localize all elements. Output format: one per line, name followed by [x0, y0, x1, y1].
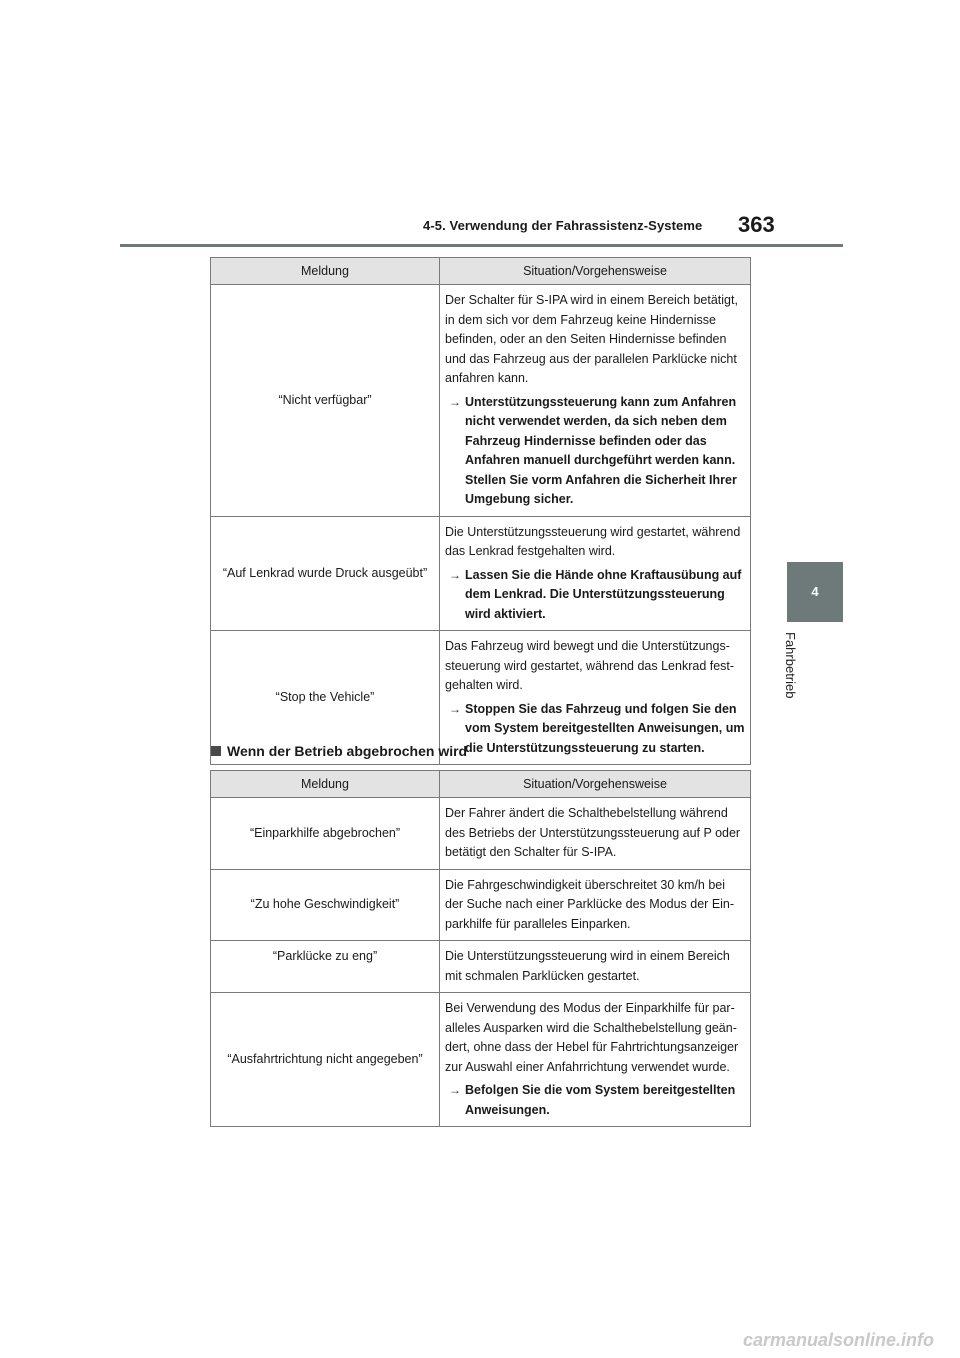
situation-cell [440, 941, 751, 993]
action-text: Befolgen Sie die vom System bereitgestellten Anweisungen. [465, 1083, 736, 1117]
column-header-message: Meldung [211, 258, 440, 285]
messages-table [210, 257, 751, 765]
message-cell: “Einparkhilfe abgebrochen” [211, 798, 440, 870]
page-number: 363 [738, 212, 775, 237]
situation-text: Der Fahrer ändert die Schalthebelstellung während des Betriebs der Unterstützungssteuerung auf P oder betätigt den Schalter für S-IPA. [445, 806, 741, 859]
situation-cell [440, 798, 751, 870]
situation-text: Die Unterstützungssteuerung wird gestartet, während das Lenkrad festgehalten wird. [445, 524, 741, 558]
action-instruction [445, 393, 745, 510]
situation-cell [440, 516, 751, 631]
chapter-tab: 4 [787, 562, 843, 622]
situation-text: Das Fahrzeug wird bewegt und die Unterstützungs-steuerung wird gestartet, während das Lenkrad fest-gehalten wird. [445, 639, 735, 692]
table-row [211, 516, 751, 631]
situation-cell [440, 285, 751, 517]
column-header-situation: Situation/Vorgehensweise [440, 771, 751, 798]
action-text: Lassen Sie die Hände ohne Kraftausübung auf dem Lenkrad. Die Unterstützungssteuerung wird aktiviert. [465, 567, 742, 621]
arrow-right-icon: → [449, 701, 461, 716]
action-instruction [445, 566, 745, 625]
situation-cell [440, 869, 751, 941]
action-text: Stoppen Sie das Fahrzeug und folgen Sie den vom System bereitgestellten Anweisungen, um die Unterstützungssteuerung zu starten. [465, 701, 745, 755]
column-header-message: Meldung [211, 771, 440, 798]
situation-text: Die Fahrgeschwindigkeit überschreitet 30 km/h bei der Suche nach einer Parklücke des Modus der Ein-parkhilfe für paralleles Einparken. [445, 877, 735, 931]
column-header-situation: Situation/Vorgehensweise [440, 258, 751, 285]
situation-text: Bei Verwendung des Modus der Einparkhilfe für par-alleles Ausparken wird die Schalthebelstellung geän-dert, ohne dass der Hebel für Fahrtrichtungsanzeiger zur Auswahl einer Anfahrrichtung verwendet wurde. [445, 1001, 739, 1074]
message-cell: “Auf Lenkrad wurde Druck ausgeübt” [211, 516, 440, 631]
table-row [211, 941, 751, 993]
message-cell: “Stop the Vehicle” [211, 631, 440, 765]
table-header-row [211, 771, 751, 798]
action-instruction [445, 700, 745, 759]
cancel-messages-table [210, 770, 751, 1127]
message-cell: “Zu hohe Geschwindigkeit” [211, 869, 440, 941]
situation-cell [440, 993, 751, 1127]
message-cell: “Nicht verfügbar” [211, 285, 440, 517]
watermark: carmanualsonline.info [743, 1330, 935, 1350]
table-row [211, 285, 751, 517]
square-bullet-icon [211, 746, 221, 756]
section-heading-text: Wenn der Betrieb abgebrochen wird [227, 743, 468, 759]
chapter-label: Fahrbetrieb [783, 632, 798, 699]
situation-text: Der Schalter für S-IPA wird in einem Bereich betätigt, in dem sich vor dem Fahrzeug keine Hindernisse befinden, oder an den Seiten Hindernisse befinden und das Fahrzeug aus der parallelen Parklücke nicht anfahren kann. [445, 293, 738, 385]
arrow-right-icon: → [449, 394, 461, 409]
table-row [211, 869, 751, 941]
situation-cell [440, 631, 751, 765]
arrow-right-icon: → [449, 1083, 461, 1097]
header-divider [120, 244, 843, 247]
table-row [211, 798, 751, 870]
message-cell: “Parklücke zu eng” [211, 941, 440, 993]
action-instruction [445, 1081, 745, 1120]
table-header-row [211, 258, 751, 285]
section-heading [211, 743, 467, 759]
section-header-title: 4-5. Verwendung der Fahrassistenz-Systeme [423, 218, 703, 233]
message-cell: “Ausfahrtrichtung nicht angegeben” [211, 993, 440, 1127]
action-text: Unterstützungssteuerung kann zum Anfahren nicht verwendet werden, da sich neben dem Fahrzeug Hindernisse befinden oder das Anfahren manuell durchgeführt werden kann. Stellen Sie vorm Anfahren die Sicherheit Ihrer Umgebung sicher. [465, 394, 737, 506]
situation-text: Die Unterstützungssteuerung wird in einem Bereich mit schmalen Parklücken gestartet. [445, 949, 730, 983]
table-row [211, 993, 751, 1127]
arrow-right-icon: → [449, 567, 461, 582]
